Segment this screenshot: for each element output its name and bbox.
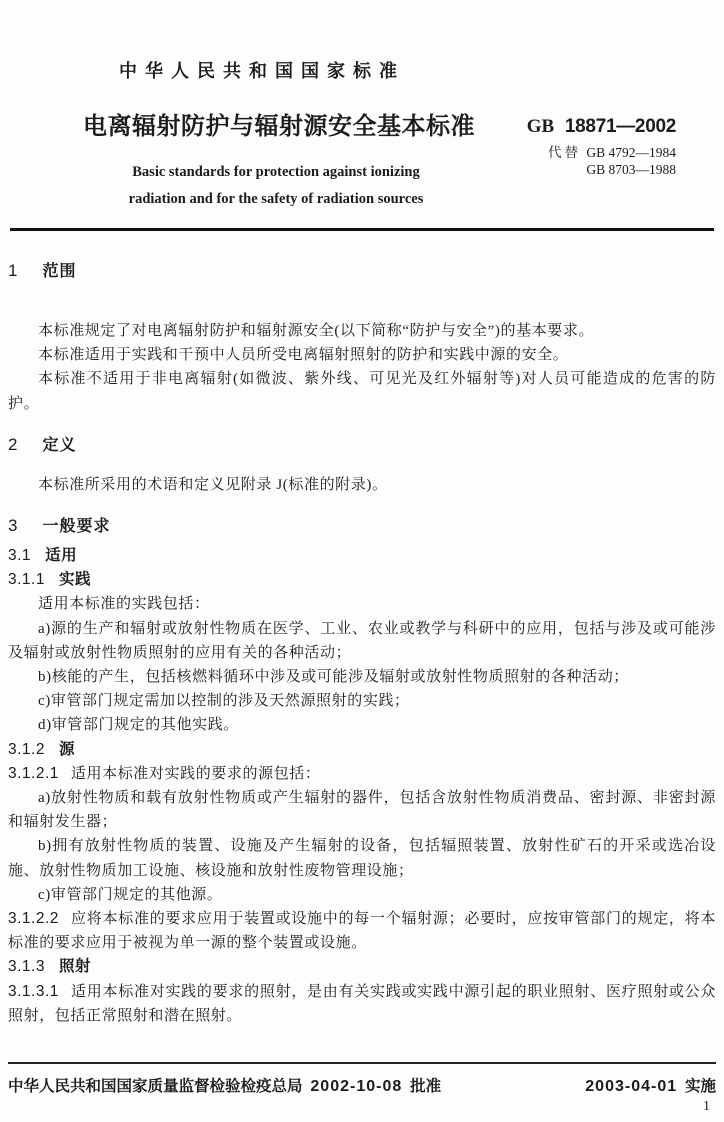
paragraph: d)审管部门规定的其他实践。 bbox=[38, 717, 239, 734]
approval-date: 2002-10-08 bbox=[310, 1078, 403, 1095]
clause-text: 源 bbox=[58, 740, 75, 758]
implementation-label: 实施 bbox=[684, 1078, 716, 1095]
clause-number: 3 bbox=[8, 516, 19, 536]
paragraph: 本标准不适用于非电离辐射(如微波、紫外线、可见光及红外辐射等)对人员可能造成的危害的防护。 bbox=[8, 371, 716, 412]
standard-code-number: 18871—2002 bbox=[564, 116, 676, 137]
clause-paragraph bbox=[8, 907, 716, 955]
subsection-heading bbox=[8, 955, 716, 979]
replaced-standard-2: GB 8703—1988 bbox=[586, 161, 676, 177]
footer bbox=[8, 1076, 716, 1098]
section-heading bbox=[8, 513, 716, 540]
paragraph: c)审管部门规定的其他源。 bbox=[38, 886, 223, 903]
standard-title-zh: 电离辐射防护与辐射源安全基本标准 bbox=[83, 113, 475, 140]
clause-number: 3.1.2 bbox=[8, 740, 45, 758]
clause-text: 实践 bbox=[58, 571, 91, 589]
clause-text: 照射 bbox=[58, 958, 91, 976]
paragraph: c)审管部门规定需加以控制的涉及天然源照射的实践； bbox=[38, 693, 410, 710]
section-heading bbox=[8, 432, 716, 459]
replaced-standard-1: GB 4792—1984 bbox=[586, 145, 676, 160]
paragraph: b)核能的产生，包括核燃料循环中涉及或可能涉及辐射或放射性物质照射的各种活动； bbox=[38, 669, 629, 686]
clause-number: 1 bbox=[8, 261, 19, 280]
header-rule bbox=[10, 228, 714, 231]
standard-code bbox=[527, 114, 676, 140]
paragraph: 本标准适用于实践和干预中人员所受电离辐射照射的防护和实践中源的安全。 bbox=[38, 347, 569, 364]
clause-number: 3.1.1 bbox=[8, 571, 45, 589]
paragraph: 适用本标准的实践包括： bbox=[38, 596, 210, 613]
clause-text: 适用本标准对实践的要求的源包括： bbox=[70, 765, 321, 782]
footer-rule bbox=[8, 1062, 716, 1064]
standard-title-en-line2: radiation and for the safety of radiation sources bbox=[128, 191, 424, 207]
issuing-authority: 中华人民共和国国家质量监督检验检疫总局 bbox=[8, 1078, 303, 1095]
standard-code-prefix: GB bbox=[526, 116, 555, 137]
replaces-block bbox=[548, 145, 676, 178]
approval-line bbox=[8, 1076, 441, 1098]
clause-text: 一般要求 bbox=[42, 518, 111, 536]
clause-number: 3.1.3 bbox=[8, 958, 45, 976]
clause-number: 3.1.2.1 bbox=[8, 764, 59, 782]
replaces-line bbox=[548, 162, 676, 179]
clause-number: 3.1.3.1 bbox=[8, 982, 59, 1000]
clause-text: 适用本标准对实践的要求的照射，是由有关实践或实践中源引起的职业照射、医疗照射或公众照射，包括正常照射和潜在照射。 bbox=[8, 983, 716, 1024]
paragraph: 本标准规定了对电离辐射防护和辐射源安全(以下简称“防护与安全”)的基本要求。 bbox=[38, 323, 595, 339]
clause-text: 定义 bbox=[42, 436, 77, 454]
subsection-heading bbox=[8, 738, 716, 762]
paragraph: 本标准所采用的术语和定义见附录 J(标准的附录)。 bbox=[38, 476, 388, 493]
standard-title-en-line1: Basic standards for protection against ionizing bbox=[132, 164, 420, 180]
paragraph: b)拥有放射性物质的装置、设施及产生辐射的设备，包括辐照装置、放射性矿石的开采或选冶设施、放射性物质加工设施、核设施和放射性废物管理设施； bbox=[8, 838, 716, 879]
subsection-heading bbox=[8, 568, 716, 592]
clause-paragraph bbox=[8, 980, 716, 1028]
paragraph: a)放射性物质和载有放射性物质或产生辐射的器件，包括含放射性物质消费品、密封源、非密封源和辐射发生器； bbox=[8, 790, 716, 831]
replaces-label: 代替 bbox=[547, 145, 581, 160]
paragraph: a)源的生产和辐射或放射性物质在医学、工业、农业或教学与科研中的应用，包括与涉及或可能涉及辐射或放射性物质照射的应用有关的各种活动； bbox=[8, 620, 716, 661]
page-number: 1 bbox=[703, 1099, 710, 1114]
clause-text: 适用 bbox=[45, 547, 78, 565]
clause-paragraph bbox=[8, 762, 716, 786]
clause-text: 范围 bbox=[42, 263, 77, 280]
standard-title-en bbox=[0, 159, 552, 213]
subsection-heading bbox=[8, 544, 716, 568]
clause-text: 应将本标准的要求应用于装置或设施中的每一个辐射源；必要时，应按审管部门的规定，将本标准的要求应用于被视为单一源的整个装置或设施。 bbox=[8, 911, 716, 952]
document-body bbox=[8, 258, 716, 1028]
replaces-line bbox=[548, 145, 676, 162]
clause-number: 3.1 bbox=[8, 547, 32, 565]
implementation-date: 2003-04-01 bbox=[585, 1078, 678, 1095]
clause-number: 3.1.2.2 bbox=[8, 910, 59, 928]
clause-number: 2 bbox=[8, 434, 19, 454]
section-heading bbox=[8, 258, 716, 285]
implementation-line bbox=[581, 1076, 716, 1098]
national-standard-superscription: 中华人民共和国国家标准 bbox=[119, 61, 405, 81]
approval-label: 批准 bbox=[410, 1078, 442, 1095]
